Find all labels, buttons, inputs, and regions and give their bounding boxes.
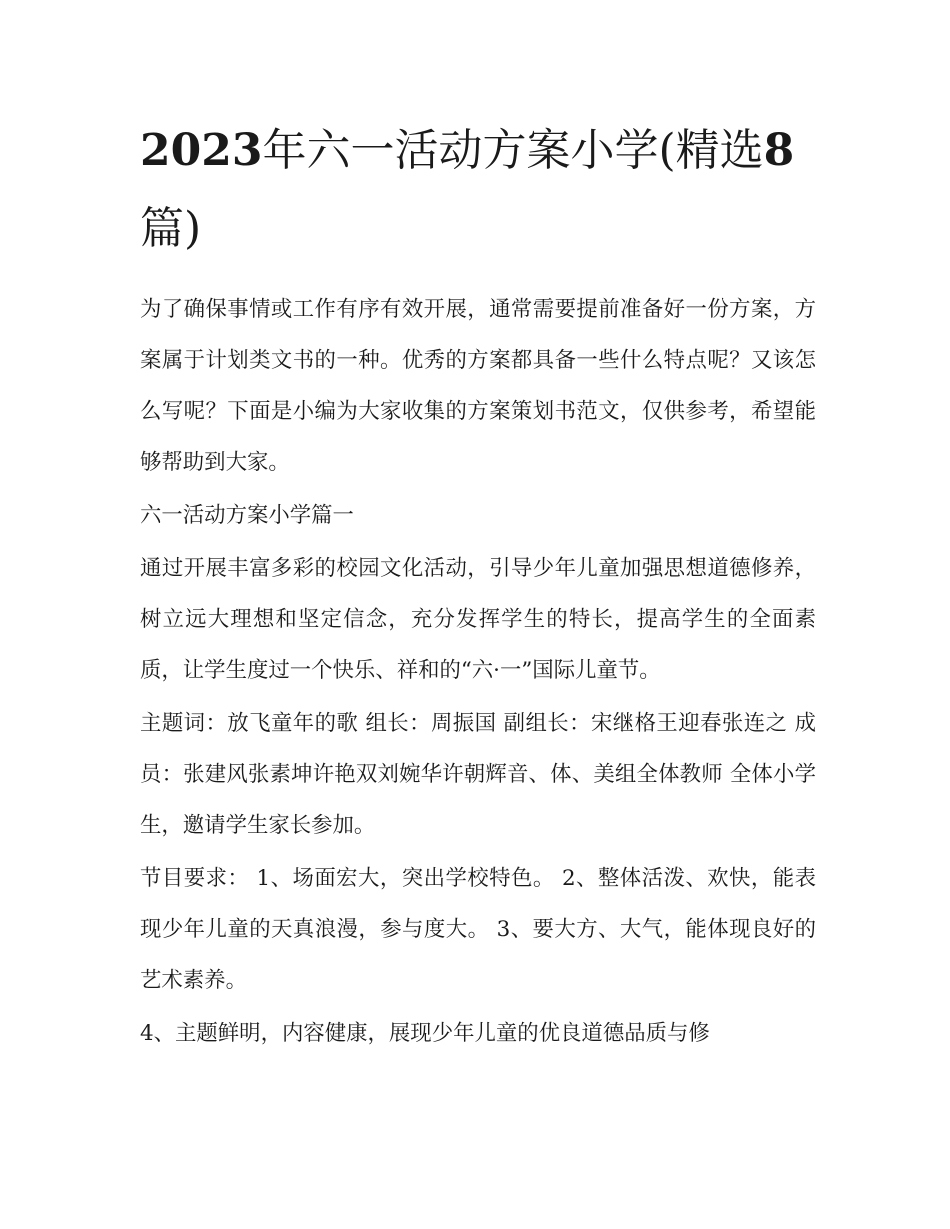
title-suffix: 篇)	[140, 203, 202, 254]
section-heading: 六一活动方案小学篇一	[140, 503, 354, 528]
document-title	[140, 112, 816, 268]
title-year: 2023	[140, 125, 263, 176]
intro-paragraph: 为了确保事情或工作有序有效开展，通常需要提前准备好一份方案，方案属于计划类文书的一种。优秀的方案都具备一些什么特点呢？又该怎么写呢？下面是小编为大家收集的方案策划书范文，仅供参考，希望能够帮助到大家。	[140, 297, 816, 475]
organization-paragraph: 主题词：放飞童年的歌 组长：周振国 副组长：宋继格王迎春张连之 成员：张建风张素坤许艳双刘婉华许朝辉音、体、美组全体教师 全体小学生，邀请学生家长参加。	[140, 711, 816, 838]
program-requirements-paragraph: 节目要求： 1、场面宏大，突出学校特色。 2、整体活泼、欢快，能表现少年儿童的天真浪漫，参与度大。 3、要大方、大气，能体现良好的艺术素养。	[140, 866, 816, 993]
title-text: 年六一活动方案小学(精选	[262, 125, 764, 176]
title-count: 8	[763, 125, 795, 176]
purpose-paragraph: 通过开展丰富多彩的校园文化活动，引导少年儿童加强思想道德修养，树立远大理想和坚定信念，充分发挥学生的特长，提高学生的全面素质，让学生度过一个快乐、祥和的“六·一”国际儿童节。	[140, 556, 816, 683]
document-body	[140, 112, 816, 1061]
requirement-4-paragraph: 4、主题鲜明，内容健康，展现少年儿童的优良道德品质与修	[140, 1021, 710, 1046]
